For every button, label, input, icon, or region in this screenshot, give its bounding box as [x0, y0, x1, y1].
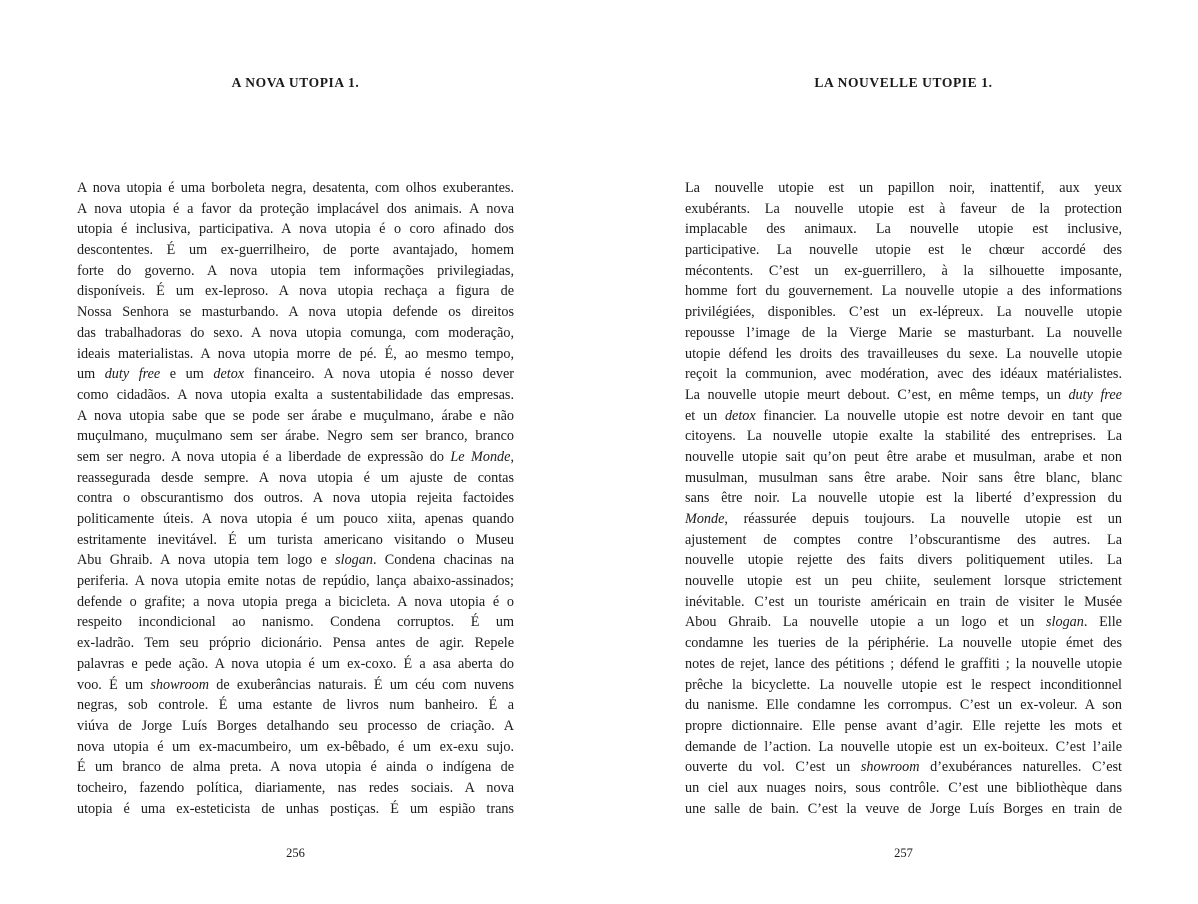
text-segment: É um branco de alma preta. A nova utopia é ainda o indígena de	[77, 759, 514, 776]
text-segment: Nossa Senhora se masturbando. A nova utopia defende os direitos	[77, 304, 514, 321]
text-segment: ,	[510, 448, 514, 465]
italic-text: showroom	[150, 676, 209, 693]
text-line	[685, 261, 1122, 282]
text-segment: ex-ladrão. Tem seu próprio dicionário. Pensa antes de agir. Repele	[77, 635, 514, 652]
text-line	[77, 571, 514, 592]
italic-text: duty free	[1068, 386, 1122, 403]
text-line	[77, 592, 514, 613]
text-segment: sem ser negro. A nova utopia é a liberdade de expressão do	[77, 448, 451, 465]
text-segment: reassegurada desde sempre. A nova utopia é um ajuste de contas	[77, 469, 514, 486]
text-segment: repousse l’image de la Vierge Marie se masturbant. La nouvelle	[685, 324, 1122, 341]
text-segment: descontentes. É um ex-guerrilheiro, de porte avantajado, homem	[77, 242, 514, 259]
italic-text: showroom	[860, 759, 920, 776]
text-line	[685, 281, 1122, 302]
text-segment: notes de rejet, lance des pétitions ; défend le graffiti ; la nouvelle utopie	[685, 655, 1122, 672]
text-line	[685, 737, 1122, 758]
text-segment: demande de l’action. La nouvelle utopie est un ex-boiteux. C’est l’aile	[685, 738, 1122, 755]
text-segment: reçoit la communion, avec modération, avec des idéaux matérialistes.	[685, 366, 1122, 383]
text-line	[77, 281, 514, 302]
text-line	[685, 695, 1122, 716]
text-segment: politicamente úteis. A nova utopia é um pouco xiita, apenas quando	[77, 511, 514, 527]
text-line	[685, 530, 1122, 551]
italic-text: detox	[213, 366, 245, 383]
text-segment: negras, sob controle. É uma estante de livros num banheiro. É a	[77, 697, 514, 714]
text-segment: sans être noir. La nouvelle utopie est la liberté d’expression du	[685, 490, 1122, 507]
text-line	[685, 654, 1122, 675]
text-segment: respeito incondicional ao nanismo. Condena corruptos. É um	[77, 614, 514, 631]
text-line	[685, 219, 1122, 240]
text-segment: periferia. A nova utopia emite notas de repúdio, lança abaixo-assinados;	[77, 573, 514, 590]
text-line	[685, 468, 1122, 489]
text-line	[77, 675, 514, 696]
text-line	[685, 199, 1122, 220]
text-segment: La nouvelle utopie meurt debout. C’est, en même temps, un	[685, 386, 1069, 403]
text-segment: du nanisme. Elle condamne les corrompus. C’est un ex-voleur. A son	[685, 697, 1122, 714]
body-text	[685, 178, 1122, 819]
text-segment: forte do governo. A nova utopia tem informações privilegiadas,	[77, 262, 514, 279]
text-line	[77, 799, 514, 820]
body-text	[77, 178, 514, 819]
italic-text: Monde	[685, 511, 725, 527]
text-line	[685, 757, 1122, 778]
page-number: 257	[894, 846, 913, 860]
text-segment: tocheiro, fazendo política, diariamente, nas redes sociais. A nova	[77, 779, 514, 796]
page-title: LA NOUVELLE UTOPIE 1.	[814, 75, 993, 90]
text-line	[77, 778, 514, 799]
text-line	[685, 240, 1122, 261]
text-line	[685, 488, 1122, 509]
text-segment: defende o grafite; a nova utopia prega a bicicleta. A nova utopia é o	[77, 593, 514, 610]
text-segment: et un	[685, 407, 725, 424]
text-line	[685, 426, 1122, 447]
text-line	[685, 344, 1122, 365]
text-segment: contra o obscurantismo dos outros. A nova utopia rejeita factoides	[77, 490, 514, 507]
text-segment: La nouvelle utopie est un papillon noir, inattentif, aux yeux	[685, 180, 1122, 196]
italic-text: detox	[724, 407, 756, 424]
right-page	[599, 0, 1198, 904]
text-line	[77, 447, 514, 468]
text-segment: nouvelle utopie est un peu chiite, seulement lorsque strictement	[685, 573, 1122, 590]
italic-text: slogan	[335, 552, 373, 569]
text-line	[77, 344, 514, 365]
text-line	[685, 364, 1122, 385]
text-segment: exubérants. La nouvelle utopie est à faveur de la protection	[685, 200, 1122, 217]
text-line	[685, 571, 1122, 592]
italic-text: Le Monde	[450, 448, 511, 465]
text-segment: utopie défend les droits des travailleuses du sexe. La nouvelle utopie	[685, 345, 1122, 362]
text-line	[685, 323, 1122, 344]
text-segment: de exuberâncias naturais. É um céu com nuvens	[209, 676, 515, 693]
text-segment: privilégiées, disponibles. C’est un ex-lépreux. La nouvelle utopie	[685, 304, 1122, 321]
text-segment: homme fort du gouvernement. La nouvelle utopie a des informations	[685, 283, 1122, 300]
text-segment: Abou Ghraib. La nouvelle utopie a un logo et un	[685, 614, 1047, 631]
text-segment: . Elle	[1083, 614, 1122, 631]
text-segment: A nova utopia sabe que se pode ser árabe e muçulmano, árabe e não	[77, 407, 514, 424]
text-line	[77, 302, 514, 323]
text-line	[685, 675, 1122, 696]
text-segment: participative. La nouvelle utopie est le chœur accordé des	[685, 242, 1122, 259]
text-segment: disponíveis. É um ex-leproso. A nova utopia rechaça a figura de	[77, 283, 514, 300]
text-line	[77, 612, 514, 633]
text-line	[77, 406, 514, 427]
text-segment: utopia é uma ex-esteticista de unhas postiças. É um espião trans	[77, 800, 514, 817]
text-segment: ajustement de comptes contre l’obscurantisme des autres. La	[685, 531, 1122, 548]
text-segment: propre dictionnaire. Elle pense avant d’agir. Elle rejette les mots et	[685, 717, 1122, 734]
text-segment: palavras e pede ação. A nova utopia é um ex-coxo. É a asa aberta do	[77, 655, 514, 672]
text-segment: prêche la bicyclette. La nouvelle utopie est le respect inconditionnel	[685, 676, 1122, 693]
text-line	[685, 406, 1122, 427]
text-line	[77, 219, 514, 240]
text-line	[77, 695, 514, 716]
text-line	[685, 302, 1122, 323]
text-segment: nouvelle utopie rejette des faits divers politiquement utiles. La	[685, 552, 1122, 569]
text-line	[77, 530, 514, 551]
text-line	[77, 654, 514, 675]
text-line	[685, 778, 1122, 799]
text-segment: financier. La nouvelle utopie est notre devoir en tant que	[755, 407, 1122, 424]
italic-text: slogan	[1046, 614, 1084, 631]
text-segment: A nova utopia é a favor da proteção implacável dos animais. A nova	[77, 200, 514, 217]
text-line	[77, 178, 514, 199]
text-line	[77, 323, 514, 344]
text-line	[685, 178, 1122, 199]
text-segment: voo. É um	[77, 676, 151, 693]
text-line	[77, 633, 514, 654]
text-line	[77, 737, 514, 758]
text-segment: Abu Ghraib. A nova utopia tem logo e	[77, 552, 336, 569]
text-line	[77, 364, 514, 385]
text-segment: A nova utopia é uma borboleta negra, desatenta, com olhos exuberantes.	[77, 180, 514, 196]
text-line	[77, 240, 514, 261]
text-segment: . Condena chacinas na	[372, 552, 514, 569]
text-line	[77, 199, 514, 220]
text-segment: musulman, musulman sans être arabe. Noir sans être blanc, blanc	[685, 469, 1122, 486]
text-segment: viúva de Jorge Luís Borges detalhando seu processo de criação. A	[77, 717, 514, 734]
text-line	[77, 385, 514, 406]
text-segment: financeiro. A nova utopia é nosso dever	[244, 366, 514, 383]
text-segment: implacable des animaux. La nouvelle utopie est inclusive,	[685, 221, 1122, 238]
text-segment: ouverte du vol. C’est un	[685, 759, 861, 776]
text-line	[77, 261, 514, 282]
text-segment: une salle de bain. C’est la veuve de Jorge Luís Borges en train de	[685, 800, 1122, 817]
text-line	[685, 385, 1122, 406]
text-line	[685, 509, 1122, 530]
italic-text: duty free	[104, 366, 161, 383]
text-segment: mécontents. C’est un ex-guerrillero, à la silhouette imposante,	[685, 262, 1122, 279]
text-segment: utopia é inclusiva, participativa. A nova utopia é o coro afinado dos	[77, 221, 514, 238]
text-segment: ideais materialistas. A nova utopia morre de pé. É, ao mesmo tempo,	[77, 345, 514, 362]
text-segment: condamne les tueries de la périphérie. La nouvelle utopie émet des	[685, 635, 1122, 652]
text-line	[77, 757, 514, 778]
text-segment: estritamente inevitável. É um turista americano visitando o Museu	[77, 531, 514, 548]
text-line	[77, 426, 514, 447]
text-line	[685, 799, 1122, 820]
text-line	[685, 612, 1122, 633]
text-line	[77, 550, 514, 571]
text-line	[77, 509, 514, 530]
text-segment: e um	[160, 366, 214, 383]
page-number: 256	[286, 846, 305, 860]
text-line	[685, 447, 1122, 468]
text-segment: inévitable. C’est un touriste américain en train de visiter le Musée	[685, 593, 1122, 610]
text-segment: das trabalhadoras do sexo. A nova utopia comunga, com moderação,	[77, 324, 514, 341]
text-line	[685, 633, 1122, 654]
text-segment: , réassurée depuis toujours. La nouvelle utopie est un	[724, 511, 1122, 527]
text-line	[77, 716, 514, 737]
text-line	[77, 468, 514, 489]
text-line	[685, 550, 1122, 571]
text-segment: citoyens. La nouvelle utopie exalte la stabilité des entreprises. La	[685, 428, 1122, 445]
text-segment: nova utopia é um ex-macumbeiro, um ex-bêbado, é um ex-exu sujo.	[77, 738, 514, 755]
text-line	[77, 488, 514, 509]
text-line	[685, 716, 1122, 737]
page-title: A NOVA UTOPIA 1.	[231, 75, 360, 90]
text-segment: muçulmano, muçulmano sem ser árabe. Negro sem ser branco, branco	[77, 428, 514, 445]
text-segment: un ciel aux nuages noirs, sous contrôle. C’est une bibliothèque dans	[685, 779, 1122, 796]
text-segment: d’exubérances naturelles. C’est	[919, 759, 1122, 776]
text-segment: um	[77, 366, 105, 383]
text-segment: como cidadãos. A nova utopia exalta a sustentabilidade das empresas.	[77, 386, 514, 403]
text-segment: nouvelle utopie sait qu’on peut être arabe et musulman, arabe et non	[685, 448, 1122, 465]
text-line	[685, 592, 1122, 613]
